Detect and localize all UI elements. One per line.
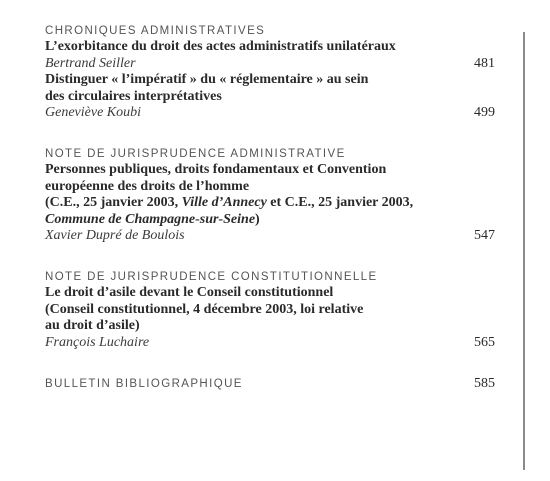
vertical-rule xyxy=(523,32,525,470)
page-number: 547 xyxy=(474,228,495,243)
bulletin-row xyxy=(45,376,495,392)
case-name: Ville d’Annecy xyxy=(181,195,267,210)
entry-title: Personnes publiques, droits fondamentaux et Convention xyxy=(45,162,387,177)
section-note-jurisprudence-administrative xyxy=(45,147,495,245)
note-text: (C.E., 25 janvier 2003, xyxy=(45,195,182,210)
page-number: 499 xyxy=(474,105,495,120)
section-chroniques-administratives xyxy=(45,24,495,122)
entry-author xyxy=(45,105,495,122)
entry-title: Le droit d’asile devant le Conseil constitutionnel xyxy=(45,285,334,300)
author-name: Xavier Dupré de Boulois xyxy=(45,228,185,243)
entry-title: L’exorbitance du droit des actes administratifs unilatéraux xyxy=(45,39,396,54)
section-bulletin-bibliographique xyxy=(45,376,495,392)
section-note-jurisprudence-constitutionnelle xyxy=(45,270,495,351)
page-number: 565 xyxy=(474,334,495,350)
entry-title: Distinguer « l’impératif » du « réglementaire » au sein xyxy=(45,72,369,87)
author-name: Bertrand Seiller xyxy=(45,55,136,71)
entry-author xyxy=(45,228,495,245)
author-name: Geneviève Koubi xyxy=(45,105,142,120)
author-name: François Luchaire xyxy=(45,334,150,350)
entry-note xyxy=(45,212,495,229)
section-heading: NOTE DE JURISPRUDENCE ADMINISTRATIVE xyxy=(45,148,346,160)
note-text: et C.E., 25 janvier 2003, xyxy=(266,195,414,210)
entry-note: (Conseil constitutionnel, 4 décembre 2003, loi relative xyxy=(45,301,364,317)
entry-title: des circulaires interprétatives xyxy=(45,88,222,104)
page-number: 481 xyxy=(474,55,495,71)
page-number: 585 xyxy=(474,376,495,391)
section-heading: BULLETIN BIBLIOGRAPHIQUE xyxy=(45,378,243,390)
section-heading: CHRONIQUES ADMINISTRATIVES xyxy=(45,25,266,37)
section-heading: NOTE DE JURISPRUDENCE CONSTITUTIONNELLE xyxy=(45,271,378,283)
entry-title: européenne des droits de l’homme xyxy=(45,178,250,194)
entry-author xyxy=(45,56,495,73)
case-name: Commune de Champagne-sur-Seine xyxy=(45,211,256,227)
entry-note: au droit d’asile) xyxy=(45,318,140,333)
entry-author xyxy=(45,335,495,352)
note-text: ) xyxy=(255,211,260,227)
entry-note xyxy=(45,195,495,212)
